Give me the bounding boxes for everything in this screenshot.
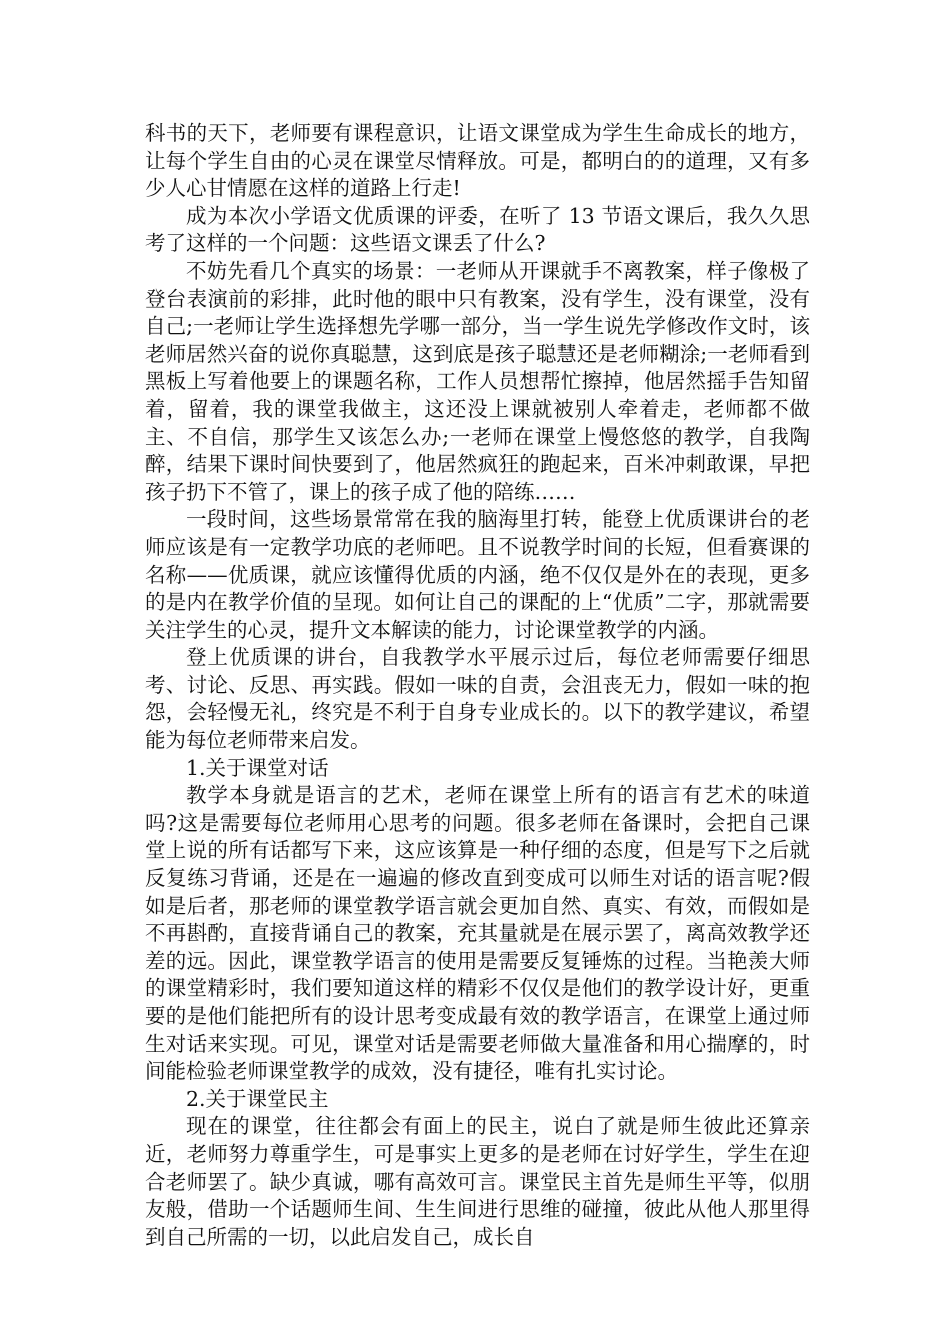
paragraph: 不妨先看几个真实的场景：一老师从开课就手不离教案，样子像极了登台表演前的彩排，此时他的眼中只有教案，没有学生，没有课堂，没有自己;一老师让学生选择想先学哪一部分，当一学生说先学修改作文时，该老师居然兴奋的说你真聪慧，这到底是孩子聪慧还是老师糊涂;一老师看到黑板上写着他要上的课题名称，工作人员想帮忙擦掉，他居然摇手告知留着，留着，我的课堂我做主，这还没上课就被别人牵着走，老师都不做主、不自信，那学生又该怎么办;一老师在课堂上慢悠悠的教学，自我陶醉，结果下课时间快要到了，他居然疯狂的跑起来，百米冲刺敢课，早把孩子扔下不管了，课上的孩子成了他的陪练…… <box>145 258 810 504</box>
section-heading-democracy: 2.关于课堂民主 <box>186 1086 329 1111</box>
section-heading-dialogue: 1.关于课堂对话 <box>186 755 329 780</box>
paragraph: 教学本身就是语言的艺术，老师在课堂上所有的语言有艺术的味道吗?这是需要每位老师用心思考的问题。很多老师在备课时，会把自己课堂上说的所有话都写下来，这应该算是一种仔细的态度，但是写下之后就反复练习背诵，还是在一遍遍的修改直到变成可以师生对话的语言呢?假如是后者，那老师的课堂教学语言就会更加自然、真实、有效，而假如是不再斟酌，直接背诵自己的教案，充其量就是在展示罢了，离高效教学还差的远。因此，课堂教学语言的使用是需要反复锤炼的过程。当艳羡大师的课堂精彩时，我们要知道这样的精彩不仅仅是他们的教学设计好，更重要的是他们能把所有的设计思考变成最有效的教学语言，在课堂上通过师生对话来实现。可见，课堂对话是需要老师做大量准备和用心揣摩的，时间能检验老师课堂教学的成效，没有捷径，唯有扎实讨论。 <box>145 783 810 1084</box>
paragraph-continuation: 科书的天下，老师要有课程意识，让语文课堂成为学生生命成长的地方，让每个学生自由的心灵在课堂尽情释放。可是，都明白的的道理，又有多少人心甘情愿在这样的道路上行走! <box>145 121 810 201</box>
paragraph: 一段时间，这些场景常常在我的脑海里打转，能登上优质课讲台的老师应该是有一定教学功底的老师吧。且不说教学时间的长短，但看赛课的名称——优质课，就应该懂得优质的内涵，绝不仅仅是外在的表现，更多的是内在教学价值的呈现。如何让自己的课配的上“优质”二字，那就需要关注学生的心灵，提升文本解读的能力，讨论课堂教学的内涵。 <box>145 507 810 642</box>
paragraph: 现在的课堂，往往都会有面上的民主，说白了就是师生彼此还算亲近，老师努力尊重学生，可是事实上更多的是老师在讨好学生，学生在迎合老师罢了。缺少真诚，哪有高效可言。课堂民主首先是师生平等，似朋友般，借助一个话题师生间、生生间进行思维的碰撞，彼此从他人那里得到自己所需的一切，以此启发自己，成长自 <box>145 1114 810 1249</box>
paragraph: 登上优质课的讲台，自我教学水平展示过后，每位老师需要仔细思考、讨论、反思、再实践。假如一味的自责，会沮丧无力，假如一味的抱怨，会轻慢无礼，终究是不利于自身专业成长的。以下的教学建议，希望能为每位老师带来启发。 <box>145 645 810 753</box>
paragraph: 成为本次小学语文优质课的评委，在听了 13 节语文课后，我久久思考了这样的一个问题：这些语文课丢了什么? <box>145 203 810 256</box>
document-body <box>145 120 810 1251</box>
